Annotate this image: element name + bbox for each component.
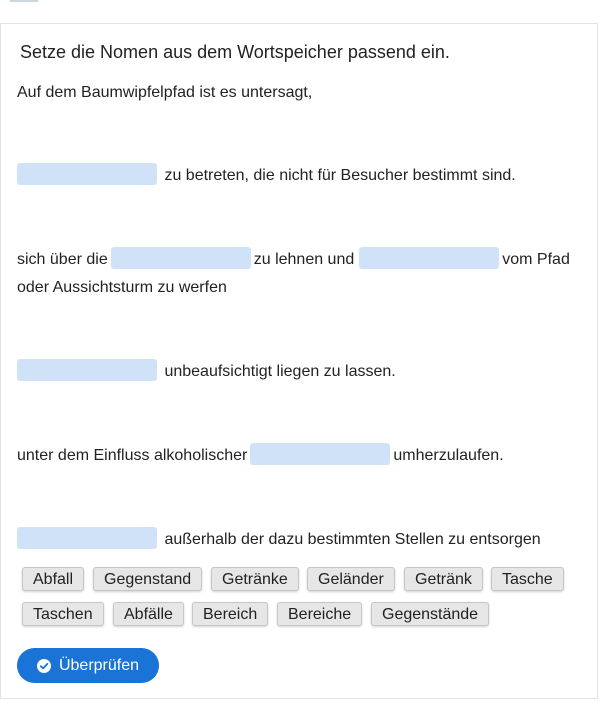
gap-3[interactable] [359,247,499,269]
gap-5[interactable] [250,443,390,465]
sentence-1 [17,162,516,190]
gap-2[interactable] [111,247,251,269]
top-divider [10,0,38,2]
sentence-5 [17,526,541,554]
word-chip[interactable]: Geländer [307,567,395,591]
sentence-3 [17,358,396,386]
word-chip[interactable]: Getränke [211,567,299,591]
word-chip[interactable]: Bereich [192,602,268,626]
word-chip[interactable]: Gegenstand [93,567,202,591]
word-chip[interactable]: Bereiche [277,602,362,626]
gap-4[interactable] [17,359,157,381]
sentence-2-continued: oder Aussichtsturm zu werfen [17,279,227,296]
sentence-3-text: unbeaufsichtigt liegen zu lassen. [164,363,396,380]
gap-6[interactable] [17,527,157,549]
exercise-title: Setze die Nomen aus dem Wortspeicher passend ein. [20,42,450,62]
exercise-card [0,23,598,699]
check-button-label: Überprüfen [58,656,140,674]
sentence-5-text: außerhalb der dazu bestimmten Stellen zu entsorgen [164,531,541,548]
word-chip[interactable]: Taschen [22,602,104,626]
word-chip[interactable]: Gegenstände [371,602,489,626]
check-circle-icon [37,659,51,673]
sentence-4-before: unter dem Einfluss alkoholischer [17,447,248,464]
word-chip[interactable]: Tasche [491,567,564,591]
check-button[interactable] [17,648,159,683]
word-chip[interactable]: Abfall [22,567,84,591]
sentence-2 [17,246,570,274]
sentence-2-after: vom Pfad [502,251,570,268]
intro-text: Auf dem Baumwipfelpfad ist es untersagt, [17,84,313,101]
sentence-4-after: umherzulaufen. [393,447,504,464]
sentence-4 [17,442,504,470]
sentence-2-before: sich über die [17,251,108,268]
word-chip[interactable]: Getränk [404,567,483,591]
sentence-1-text: zu betreten, die nicht für Besucher bestimmt sind. [164,167,516,184]
sentence-2-middle: zu lehnen und [253,251,355,268]
word-chip[interactable]: Abfälle [113,602,184,626]
gap-1[interactable] [17,163,157,185]
